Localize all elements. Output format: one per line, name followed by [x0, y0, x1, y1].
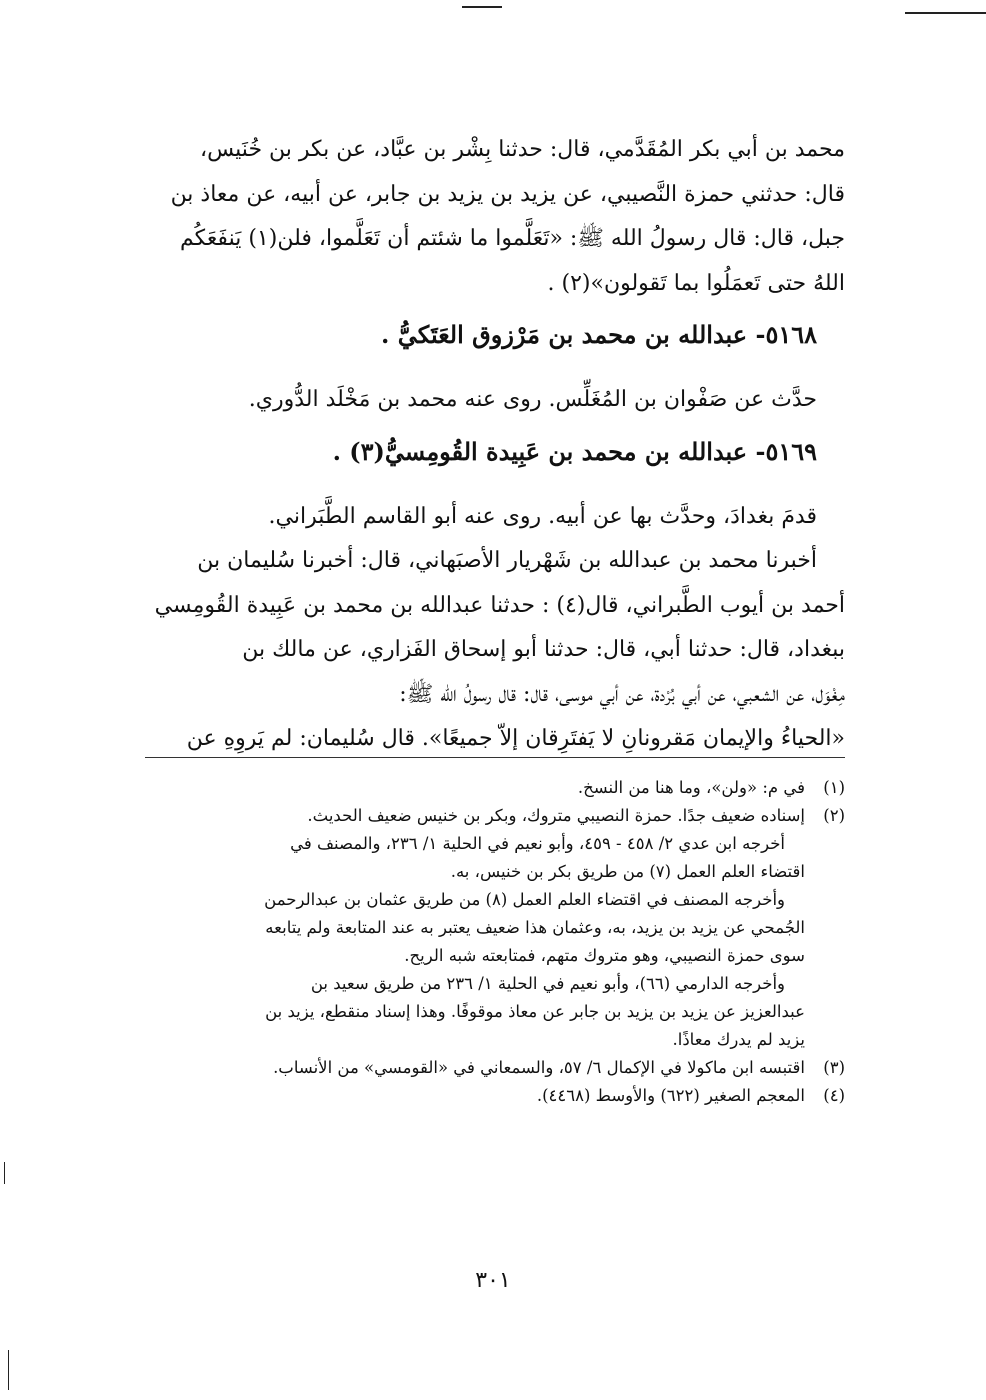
entry-heading-5169: ٥١٦٩- عبدالله بن محمد بن عَبِيدة القُومِسيُّ(٣) .: [332, 436, 817, 466]
entry-text-5168: حدَّث عن صَفْوان بن المُغَلِّس. روى عنه محمد بن مَخْلَد الدُّوري.: [248, 387, 817, 412]
entry-heading-5168: ٥١٦٨- عبدالله بن محمد بن مَرْزوق العَتَكيُّ .: [381, 320, 817, 349]
text-line: قال: حدثني حمزة النَّصيبي، عن يزيد بن يزيد بن جابر، عن أبيه، عن معاذ بن: [170, 181, 845, 207]
footnote-number: (٤): [823, 1086, 845, 1105]
text-line: أحمد بن أيوب الطَّبراني، قال(٤) : حدثنا عبدالله بن محمد بن عَبِيدة القُومِسي: [155, 592, 845, 618]
footnote-text: وأخرجه الدارمي (٦٦)، وأبو نعيم في الحلية ١/ ٢٣٦ من طريق سعيد بن: [310, 974, 785, 993]
footnote-text: المعجم الصغير (٦٢٢) والأوسط (٤٤٦٨).: [536, 1086, 805, 1105]
footnote-3: [155, 1054, 845, 1082]
footnote-number: (٣): [823, 1058, 845, 1077]
page-number: ٣٠١: [475, 1268, 511, 1293]
scan-mark-bottom-left: [8, 1350, 9, 1390]
footnote-text: يزيد لم يدرك معاذًا.: [672, 1030, 805, 1049]
text-line: اللهُ حتى تَعمَلُوا بما تَقولون»(٢) .: [547, 270, 845, 296]
main-text: [155, 128, 845, 762]
footnote-text: سوى حمزة النصيبي، وهو متروك متهم، فمتابعته شبه الريح.: [404, 946, 805, 965]
footnote-2: [155, 802, 845, 830]
footnote-text: أخرجه ابن عدي ٢/ ٤٥٨ - ٤٥٩، وأبو نعيم في الحلية ١/ ٢٣٦، والمصنف في: [290, 834, 785, 853]
footnote-number: (٢): [823, 806, 845, 825]
scan-mark-top: [462, 6, 502, 8]
footnote-number: (١): [823, 778, 845, 797]
text-line: مِغْوَل، عن الشعبي، عن أبي بُرْدة، عن أبي موسى، قال: قال رسولُ الله ﷺ:: [399, 681, 845, 707]
text-line: جبل، قال: قال رسولُ الله ﷺ: «تَعَلَّموا ما شئتم أن تَعَلَّموا، فلن(١) يَنفَعَكُم: [180, 226, 845, 251]
text-line: محمد بن أبي بكر المُقَدَّمي، قال: حدثنا بِشْر بن عبَّاد، عن بكر بن خُنَيس،: [200, 137, 845, 162]
footnote-1: [155, 774, 845, 802]
footnote-text: إسناده ضعيف جدًا. حمزة النصيبي متروك، وبكر بن خنيس ضعيف الحديث.: [307, 806, 805, 825]
text-line: «الحياءُ والإيمان مَقرونانِ لا يَفتَرِقان إلاّ جميعًا». قال سُليمان: لم يَروِهِ عن: [186, 726, 845, 751]
footnote-separator: [145, 757, 845, 758]
footnote-text: عبدالعزيز عن يزيد بن يزيد بن جابر عن معاذ موقوفًا. وهذا إسناد منقطع، يزيد بن: [265, 1002, 805, 1021]
footnote-text: الجُمحي عن يزيد بن يزيد، به، وعثمان هذا ضعيف يعتبر به عند المتابعة ولم يتابعه: [265, 918, 805, 937]
footnote-text: اقتضاء العلم العمل (٧) من طريق بكر بن خنيس، به.: [450, 862, 805, 881]
text-line: أخبرنا محمد بن عبدالله بن شَهْريار الأصبَهاني، قال: أخبرنا سُليمان بن: [197, 548, 817, 573]
footnote-4: [155, 1082, 845, 1110]
scan-mark-top-right: [905, 12, 986, 14]
footnote-text: في م: «ولن»، وما هنا من النسخ.: [577, 778, 805, 797]
entry-text-5169: قدمَ بغدادَ، وحدَّث بها عن أبيه. روى عنه أبو القاسم الطَّبَراني.: [268, 503, 817, 529]
scan-mark-left-edge: [4, 1162, 5, 1184]
footnotes: [155, 774, 845, 1110]
footnote-text: اقتبسه ابن ماكولا في الإكمال ٦/ ٥٧، والسمعاني في «القومسي» من الأنساب.: [273, 1058, 805, 1077]
text-line: ببغداد، قال: حدثنا أبي، قال: حدثنا أبو إسحاق الفَزاري، عن مالك بن: [242, 637, 845, 662]
footnote-text: وأخرجه المصنف في اقتضاء العلم العمل (٨) من طريق عثمان بن عبدالرحمن: [264, 890, 785, 909]
